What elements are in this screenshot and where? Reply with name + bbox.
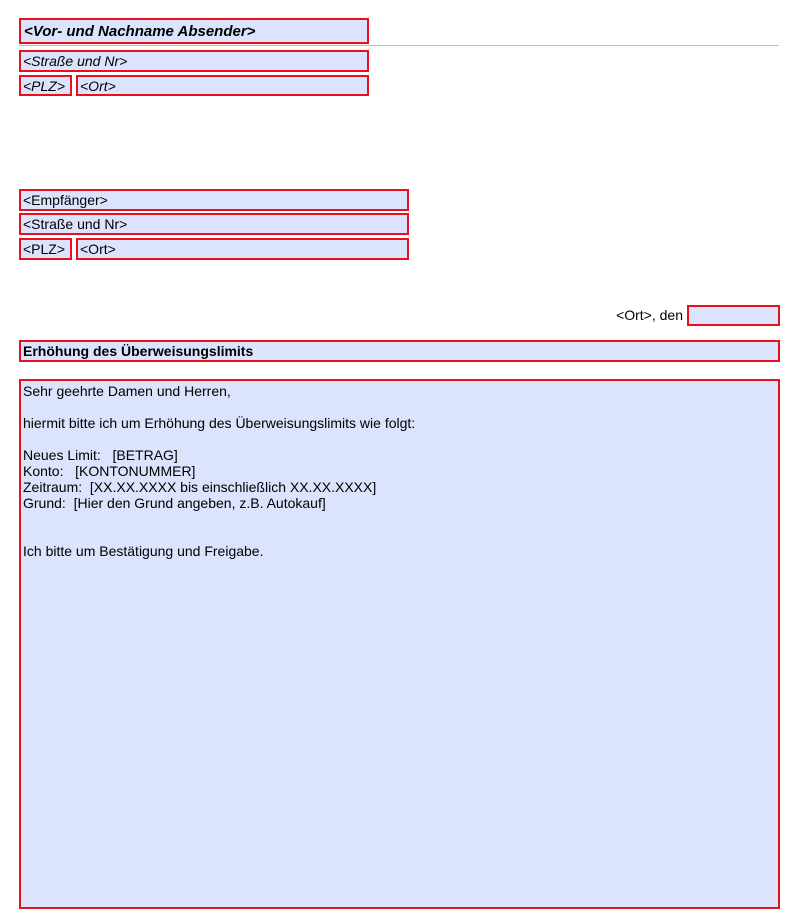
date-field[interactable] bbox=[687, 305, 780, 326]
closing-text: Ich bitte um Bestätigung und Freigabe. bbox=[23, 543, 264, 559]
sender-zip-field[interactable]: <PLZ> bbox=[19, 75, 72, 96]
letter-body-field[interactable] bbox=[19, 379, 780, 909]
sender-city-field[interactable]: <Ort> bbox=[76, 75, 369, 96]
account-text: Konto: [KONTONUMMER] bbox=[23, 463, 196, 479]
blank-line bbox=[23, 431, 776, 447]
salutation-text: Sehr geehrte Damen und Herren, bbox=[23, 383, 231, 399]
sender-street-field[interactable]: <Straße und Nr> bbox=[19, 50, 369, 72]
blank-line bbox=[23, 527, 776, 543]
intro-text: hiermit bitte ich um Erhöhung des Überweisungslimits wie folgt: bbox=[23, 415, 416, 431]
sender-name-field[interactable]: <Vor- und Nachname Absender> bbox=[19, 18, 369, 44]
sender-divider bbox=[19, 45, 779, 46]
date-line-label: <Ort>, den bbox=[616, 307, 683, 323]
blank-line bbox=[23, 511, 776, 527]
period-text: Zeitraum: [XX.XX.XXXX bis einschließlich XX.XX.XXXX] bbox=[23, 479, 377, 495]
recipient-zip-field[interactable]: <PLZ> bbox=[19, 238, 72, 260]
recipient-street-field[interactable]: <Straße und Nr> bbox=[19, 213, 409, 235]
recipient-city-field[interactable]: <Ort> bbox=[76, 238, 409, 260]
subject-field[interactable]: Erhöhung des Überweisungslimits bbox=[19, 340, 780, 362]
recipient-name-field[interactable]: <Empfänger> bbox=[19, 189, 409, 211]
reason-text: Grund: [Hier den Grund angeben, z.B. Autokauf] bbox=[23, 495, 326, 511]
blank-line bbox=[23, 399, 776, 415]
new-limit-text: Neues Limit: [BETRAG] bbox=[23, 447, 178, 463]
